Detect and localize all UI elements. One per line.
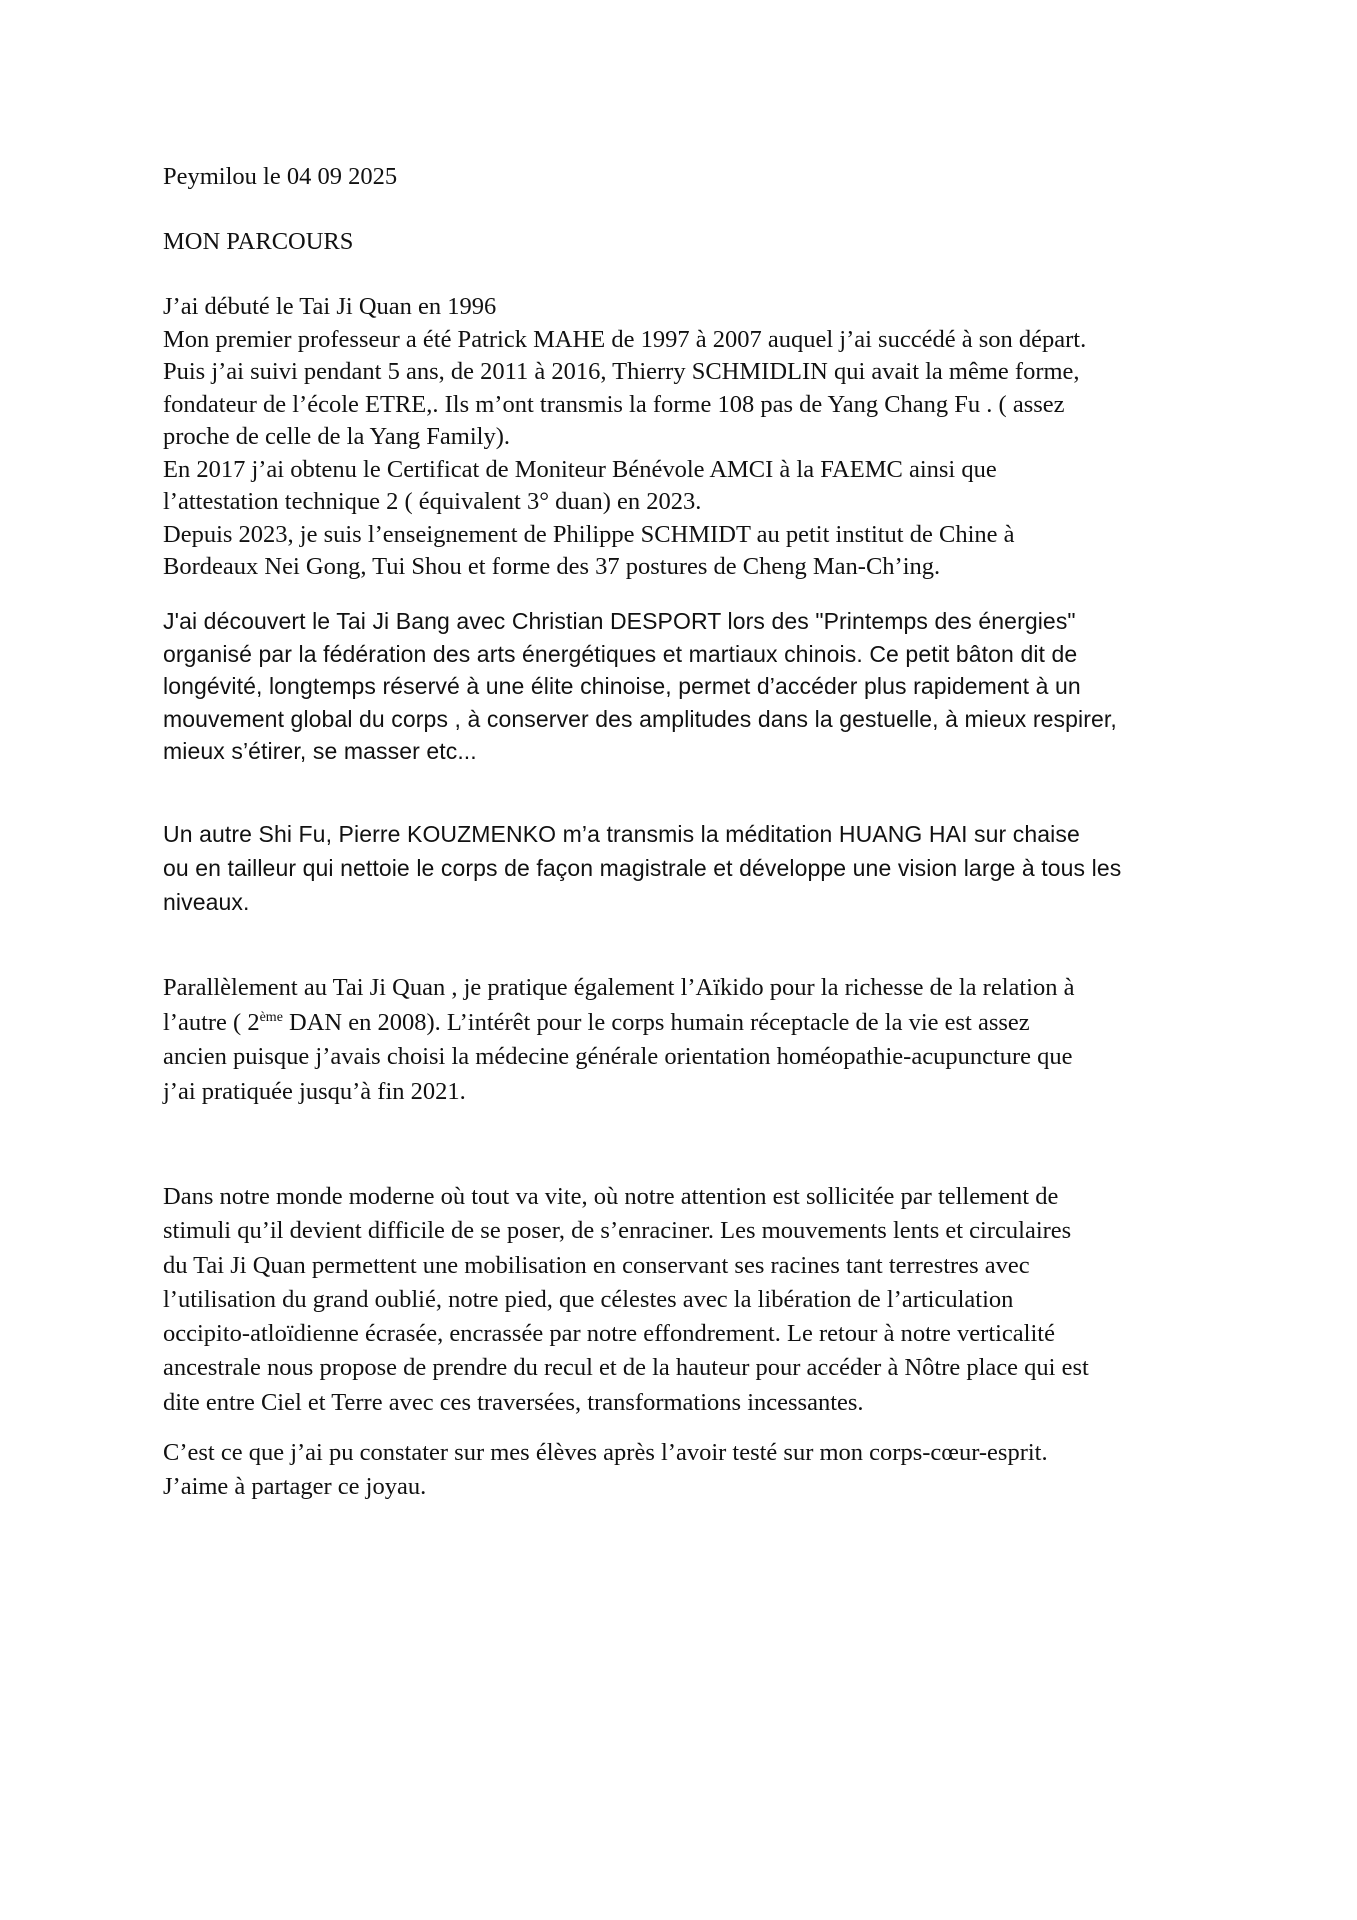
para3-line: Un autre Shi Fu, Pierre KOUZMENKO m’a transmis la méditation HUANG HAI sur chaise [163, 821, 1080, 847]
para4-line: Parallèlement au Tai Ji Quan , je pratique également l’Aïkido pour la richesse de la relation à [163, 974, 1075, 1001]
title-text: MON PARCOURS [163, 228, 354, 255]
paragraph-2 [163, 605, 1223, 768]
para1-line: En 2017 j’ai obtenu le Certificat de Moniteur Bénévole AMCI à la FAEMC ainsi que [163, 455, 997, 483]
para4-line2-end: DAN en 2008). L’intérêt pour le corps humain réceptacle de la vie est assez [282, 1008, 1030, 1036]
para4-line [163, 1006, 1223, 1041]
para1-line: Mon premier professeur a été Patrick MAHE de 1997 à 2007 auquel j’ai succédé à son départ. [163, 325, 1087, 353]
paragraph-1 [163, 291, 1223, 584]
para4-line: ancien puisque j’avais choisi la médecine générale orientation homéopathie-acupuncture que [163, 1043, 1073, 1070]
para6-line: J’aime à partager ce joyau. [163, 1473, 427, 1500]
para3-line: ou en tailleur qui nettoie le corps de façon magistrale et développe une vision large à tous les [163, 855, 1122, 881]
paragraph-6 [163, 1436, 1223, 1504]
para1-line: Puis j’ai suivi pendant 5 ans, de 2011 à 2016, Thierry SCHMIDLIN qui avait la même forme, [163, 358, 1080, 385]
ordinal-superscript: ème [259, 1009, 283, 1025]
para1-line: proche de celle de la Yang Family). [163, 423, 510, 450]
page-title [163, 226, 1223, 259]
para2-line: mouvement global du corps , à conserver des amplitudes dans la gestuelle, à mieux respirer, [163, 705, 1117, 732]
para3-line: niveaux. [163, 889, 250, 915]
para5-line: l’utilisation du grand oublié, notre pied, que célestes avec la libération de l’articulation [163, 1285, 1014, 1313]
para1-line: l’attestation technique 2 ( équivalent 3° duan) en 2023. [163, 488, 702, 515]
date-text: Peymilou le 04 09 2025 [163, 163, 398, 190]
para1-line: Bordeaux Nei Gong, Tui Shou et forme des 37 postures de Cheng Man-Ch’ing. [163, 553, 941, 580]
para5-line: Dans notre monde moderne où tout va vite, où notre attention est sollicitée par tellement de [163, 1183, 1059, 1210]
para2-line: longévité, longtemps réservé à une élite chinoise, permet d’accéder plus rapidement à un [163, 673, 1081, 699]
para5-line: dite entre Ciel et Terre avec ces traversées, transformations incessantes. [163, 1388, 864, 1416]
para5-line: du Tai Ji Quan permettent une mobilisation en conservant ses racines tant terrestres avec [163, 1251, 1030, 1279]
para2-line: organisé par la fédération des arts énergétiques et martiaux chinois. Ce petit bâton dit de [163, 640, 1078, 667]
date-line [163, 161, 1223, 194]
para1-line: Depuis 2023, je suis l’enseignement de Philippe SCHMIDT au petit institut de Chine à [163, 520, 1015, 548]
para4-line: j’ai pratiquée jusqu’à fin 2021. [163, 1077, 466, 1105]
para5-line: stimuli qu’il devient difficile de se poser, de s’enraciner. Les mouvements lents et circulaires [163, 1217, 1072, 1245]
paragraph-4 [163, 971, 1223, 1109]
para5-line: occipito-atloïdienne écrasée, encrassée par notre effondrement. Le retour à notre verticalité [163, 1320, 1055, 1348]
paragraph-5 [163, 1180, 1223, 1420]
para1-line: fondateur de l’école ETRE,. Ils m’ont transmis la forme 108 pas de Yang Chang Fu . ( assez [163, 390, 1065, 418]
para6-line: C’est ce que j’ai pu constater sur mes élèves après l’avoir testé sur mon corps-cœur-esprit. [163, 1439, 1048, 1466]
para2-line: J'ai découvert le Tai Ji Bang avec Christian DESPORT lors des "Printemps des énergies" [163, 608, 1076, 634]
para5-line: ancestrale nous propose de prendre du recul et de la hauteur pour accéder à Nôtre place qui est [163, 1354, 1089, 1382]
paragraph-3 [163, 817, 1223, 919]
para2-line: mieux s’étirer, se masser etc... [163, 738, 477, 764]
para4-line2-start: l’autre ( 2 [163, 1008, 260, 1036]
para1-line: J’ai débuté le Tai Ji Quan en 1996 [163, 293, 497, 320]
